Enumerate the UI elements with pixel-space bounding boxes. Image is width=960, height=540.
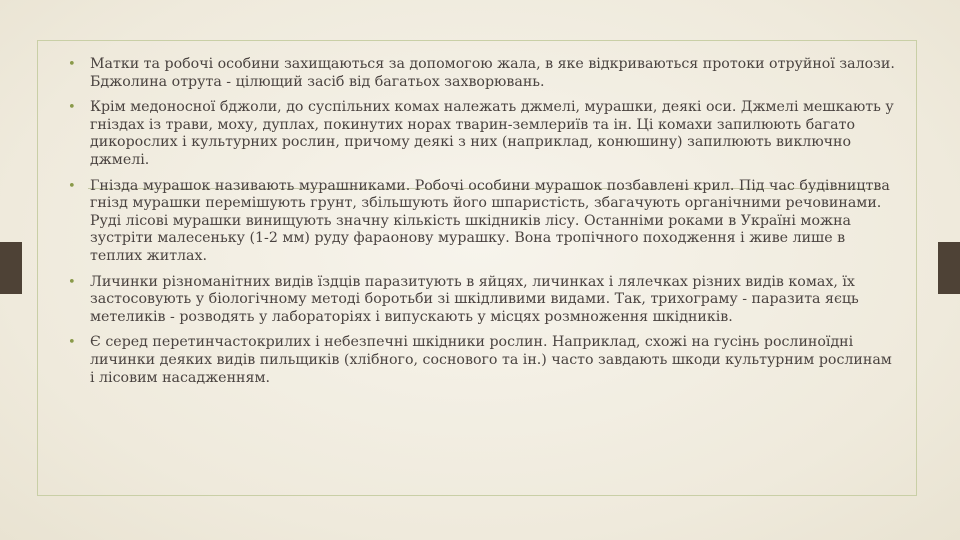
bullet-text: Гнізда мурашок називають мурашниками. Робочі особини мурашок позбавлені крил. Під час будівництва гнізд мурашки перемішують грунт, збільшують його шпаристість, збагачують органічними речовинами. Руді лісові мурашки винищують значну кількість шкідників лісу. Останніми роками в Україні можна зустріти малесеньку (1-2 мм) руду фараонову мурашку. Вона тропічного походження і живе лише в теплих житлах. [90, 177, 890, 264]
bullet-icon: • [68, 274, 76, 290]
bullet-item-3 [68, 178, 898, 266]
bullet-text: Личинки різноманітних видів їздців паразитують в яйцях, личинках і лялечках різних видів комах, їх застосовують у біологічному методі боротьби зі шкідливими видами. Так, трихограму - паразита яєць метеликів - розводять у лабораторіях і випускають у місцях розмноження шкідників. [90, 273, 859, 325]
bullet-item-1 [68, 56, 898, 91]
bullet-item-2 [68, 99, 898, 169]
bullet-icon: • [68, 100, 76, 116]
bullet-text: Матки та робочі особини захищаються за допомогою жала, в яке відкриваються протоки отруйної залози. Бджолина отрута - цілющий засіб від багатьох захворювань. [90, 56, 895, 90]
right-edge-bar [938, 242, 960, 294]
bullet-list [68, 56, 898, 395]
bullet-icon: • [68, 335, 76, 351]
left-edge-bar [0, 242, 22, 294]
bullet-item-4 [68, 274, 898, 327]
bullet-icon: • [68, 178, 76, 194]
bullet-item-5 [68, 334, 898, 387]
bullet-text: Є серед перетинчастокрилих і небезпечні шкідники рослин. Наприклад, схожі на гусінь рослиноїдні личинки деяких видів пильщиків (хлібного, соснового та ін.) часто завдають шкоди культурним рослинам і лісовим насадженням. [90, 334, 892, 386]
bullet-icon: • [68, 57, 76, 72]
bullet-text: Крім медоносної бджоли, до суспільних комах належать джмелі, мурашки, деякі оси. Джмелі мешкають у гніздах із трави, моху, дуплах, покинутих норах тварин-землериїв та ін. Ці комахи запилюють багато дикорослих і культурних рослин, причому деякі з них (наприклад, конюшину) запилюють виключно джмелі. [90, 99, 894, 168]
